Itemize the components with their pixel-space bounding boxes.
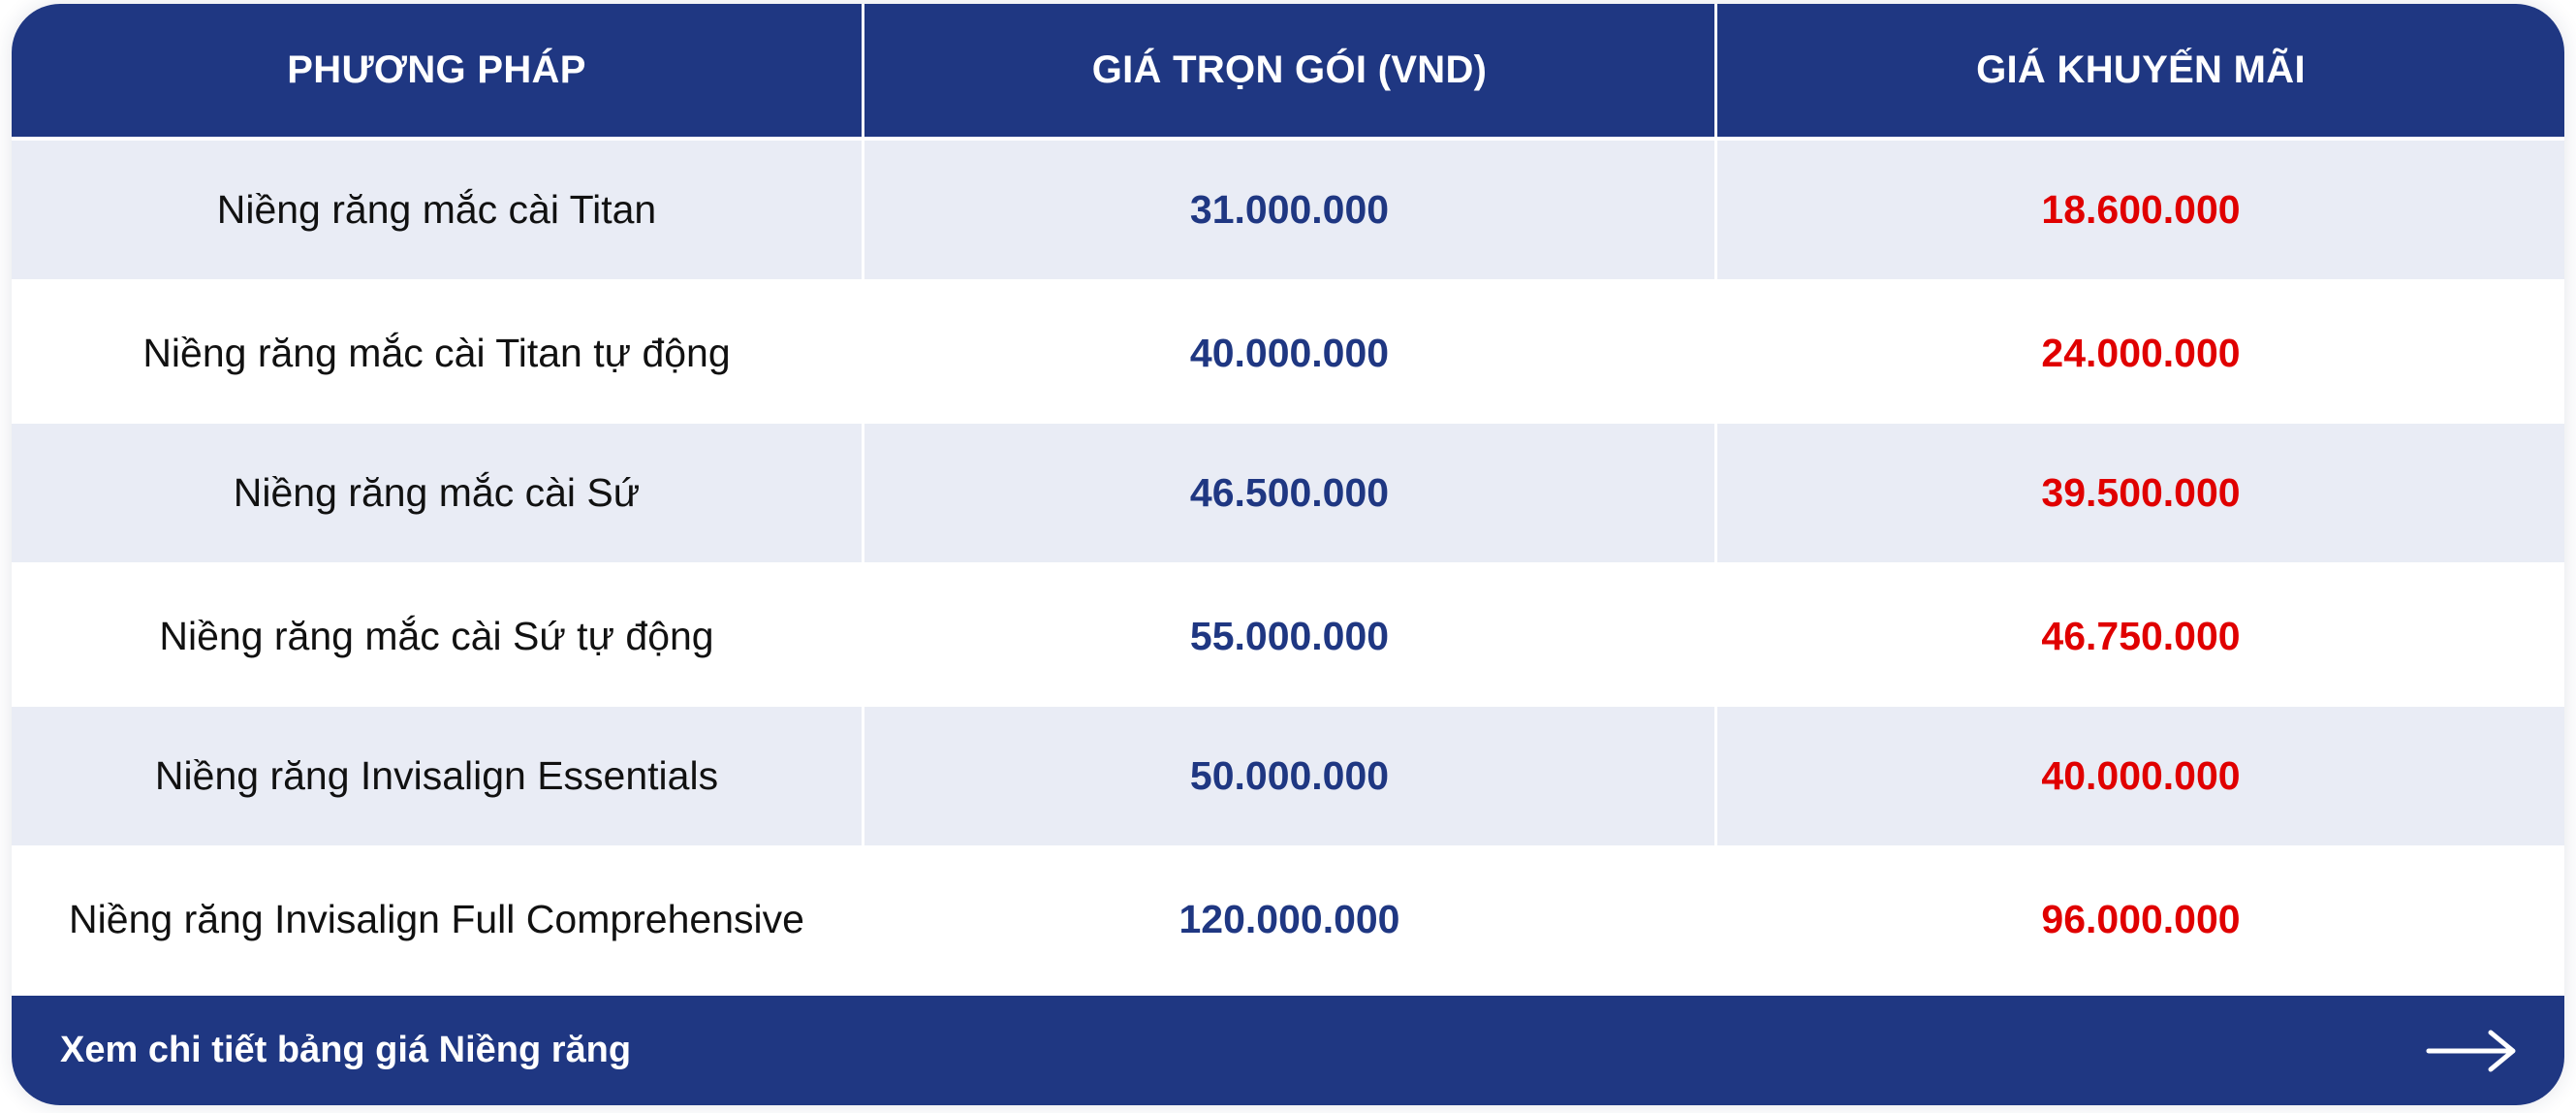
header-full-price: GIÁ TRỌN GÓI (VND) (864, 4, 1714, 141)
arrow-right-icon (2425, 1028, 2518, 1074)
method-cell: Niềng răng mắc cài Sứ (12, 424, 862, 565)
promo-price-cell: 18.600.000 (1717, 141, 2564, 282)
header-promo-price: GIÁ KHUYẾN MÃI (1717, 4, 2564, 141)
promo-price-cell: 24.000.000 (1717, 282, 2564, 424)
full-price-cell: 50.000.000 (864, 707, 1714, 848)
method-cell: Niềng răng mắc cài Titan (12, 141, 862, 282)
full-price-cell: 31.000.000 (864, 141, 1714, 282)
promo-price-cell: 46.750.000 (1717, 565, 2564, 707)
header-method: PHƯƠNG PHÁP (12, 4, 862, 141)
method-cell: Niềng răng mắc cài Sứ tự động (12, 565, 862, 707)
full-price-cell: 120.000.000 (864, 848, 1714, 990)
full-price-cell: 55.000.000 (864, 565, 1714, 707)
method-cell: Niềng răng Invisalign Full Comprehensive (12, 848, 862, 990)
price-table-card (12, 4, 2564, 1105)
view-price-details-link[interactable] (12, 996, 2564, 1105)
promo-price-cell: 39.500.000 (1717, 424, 2564, 565)
promo-price-cell: 40.000.000 (1717, 707, 2564, 848)
promo-price-cell: 96.000.000 (1717, 848, 2564, 990)
view-price-details-label: Xem chi tiết bảng giá Niềng răng (60, 1030, 632, 1070)
method-cell: Niềng răng mắc cài Titan tự động (12, 282, 862, 424)
full-price-cell: 46.500.000 (864, 424, 1714, 565)
method-cell: Niềng răng Invisalign Essentials (12, 707, 862, 848)
price-table (12, 4, 2564, 999)
full-price-cell: 40.000.000 (864, 282, 1714, 424)
